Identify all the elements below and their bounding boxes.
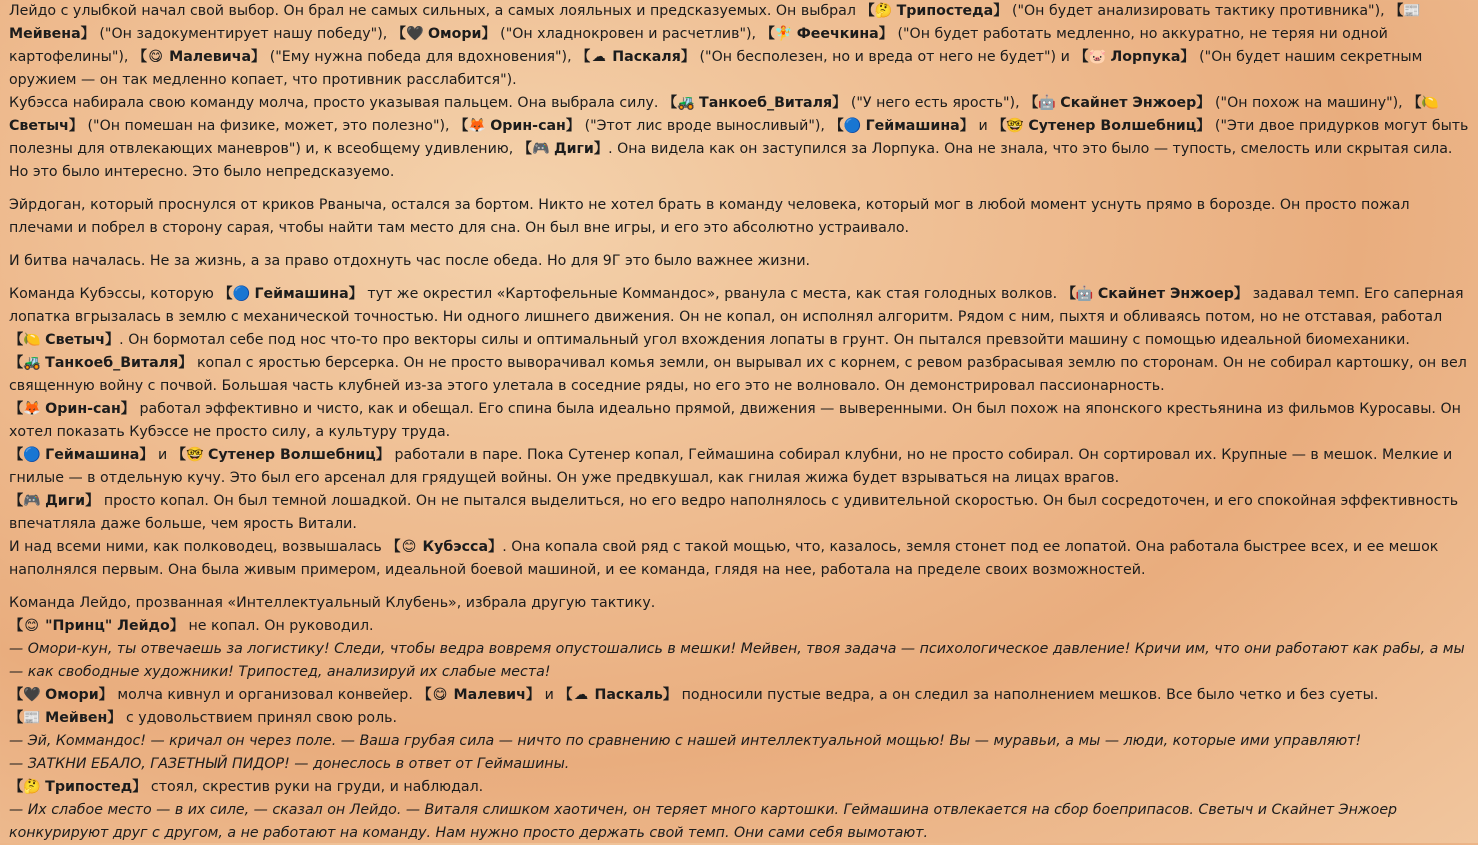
- text: ("Этот лис вроде выносливый"),: [580, 118, 830, 134]
- text: ("Эти двое придурков могут быть полезны для отвлекающих маневров") и, к всеобщему удивлению,: [9, 118, 1469, 157]
- paragraph-svetych: [9, 329, 1471, 352]
- newspaper-icon: 📰: [1403, 3, 1422, 19]
- character-name: Паскаля: [612, 49, 681, 65]
- character-name: Сутенер Волшебниц: [1028, 118, 1197, 134]
- dialogue-geimashina: — ЗАТКНИ ЕБАЛО, ГАЗЕТНЫЙ ПИДОР! — донеслось в ответ от Геймашины.: [9, 756, 570, 772]
- fairy-icon: 🧚: [774, 26, 793, 42]
- character-name: Трипостед: [45, 779, 133, 795]
- paragraph-orin: [9, 398, 1471, 444]
- text: . Он бормотал себе под нос что-то про векторы силы и оптимальный угол вхождения лопаты в грунт. Он пытался превзойти машину с помощью идеальной биомеханики.: [119, 332, 1410, 348]
- dialogue-tripostead: — Их слабое место — в их силе, — сказал он Лейдо. — Виталя слишком хаотичен, он теряет много картошки. Геймашина отвлекается на сбор боеприпасов. Светыч и Скайнет Энжоер конкурируют друг с другом, а не работают на команду. Нам нужно просто держать свой темп. Они сами себя вымотают.: [9, 802, 1398, 841]
- text: ("Ему нужна победа для вдохновения"),: [265, 49, 577, 65]
- character-name: Малевича: [169, 49, 252, 65]
- newspaper-icon: 📰: [23, 710, 41, 726]
- paragraph-leido-choice: Лейдо с улыбкой начал свой выбор. Он брал не самых сильных, а самых лояльных и предсказуемых. Он выбрал 【🤔 Трипостеда】 ("Он будет анализировать тактику противника"), 【📰 Мейвена】 ("Он задокументирует нашу победу"), 【🖤 Омори】 ("Он хладнокровен и расчетлив"), 【🧚 Феечкина】 ("Он будет работать медленно, но аккуратно, не теряя ни одной картофелины"), 【😋 Малевича】 ("Ему нужна победа для вдохновения"), 【☁ Паскаля】 ("Он бесполезен, но и вреда от него не будет") и 【🐷 Лорпука】 ("Он будет нашим секретным оружием — он так медленно копает, что противник расслабится").: [9, 0, 1471, 92]
- text: тут же окрестил «Картофельные Коммандос», рванула с места, как стая голодных волков.: [367, 286, 1062, 302]
- character-tag-orin: 【🦊 Орин-сан】: [9, 401, 135, 417]
- blue-circle-icon: 🔵: [843, 118, 862, 134]
- character-tag-tankoeb: 【🚜 Танкоеб_Виталя】: [9, 355, 192, 371]
- character-tag-feechkin: 【🧚 Феечкина】: [761, 26, 893, 42]
- thinking-face-icon: 🤔: [874, 3, 893, 19]
- text: и: [973, 118, 993, 134]
- text: ("Он задокументирует нашу победу"),: [94, 26, 392, 42]
- character-tag-pascal: 【☁ Паскаль】: [558, 687, 677, 703]
- character-tag-orin: 【🦊 Орин-сан】: [454, 118, 580, 134]
- text: работали в паре. Пока Сутенер копал, Геймашина собирал клубни, но не просто собирал. Он сортировал их. Крупные — в мешок. Мелкие и гнилые — в отдельную кучу. Это был его арсенал для грядущей войны. Он уже предвкушал, как гнилая жижа будет взрываться на лицах врагов.: [9, 447, 1453, 486]
- character-name: Геймашина: [254, 286, 349, 302]
- text: и: [544, 687, 559, 703]
- robot-face-icon: 🤖: [1075, 286, 1094, 302]
- text: ("Он будет работать медленно, но аккуратно, не теряя ни одной картофелины"),: [9, 26, 1388, 65]
- character-tag-digi: 【🎮 Диги】: [518, 141, 608, 157]
- character-tag-malevich: 【😋 Малевича】: [133, 49, 265, 65]
- character-name-meyven: Мейвена: [9, 26, 81, 42]
- paragraph-leido-team: Команда Лейдо, прозванная «Интеллектуальный Клубень», избрала другую тактику.: [9, 595, 656, 611]
- robot-face-icon: 🤖: [1038, 95, 1056, 111]
- text: Кубэсса набирала свою команду молча, просто указывая пальцем. Она выбрала силу.: [9, 95, 663, 111]
- text: ("Он похож на машину"),: [1210, 95, 1408, 111]
- paragraph-omori: [9, 684, 1471, 707]
- paragraph-eirdogan: Эйрдоган, который проснулся от криков Рваныча, остался за бортом. Никто не хотел брать в команду человека, который мог в любой момент уснуть прямо в борозде. Он просто пожал плечами и побрел в сторону сарая, чтобы найти там место для сна. Он был вне игры, и его это абсолютно устраивало.: [9, 197, 1410, 236]
- fox-face-icon: 🦊: [23, 401, 41, 417]
- character-name: Геймашина: [865, 118, 960, 134]
- text: и: [158, 447, 172, 463]
- text: И над всеми ними, как полководец, возвышалась: [9, 539, 387, 555]
- text: Команда Кубэссы, которую: [9, 286, 219, 302]
- character-name: Светыч: [45, 332, 105, 348]
- character-tag-meyven: 【📰 Мейвен】: [9, 710, 121, 726]
- text: не копал. Он руководил.: [188, 618, 374, 634]
- dialogue-leido: — Омори-кун, ты отвечаешь за логистику! Следи, чтобы ведра вовремя опустошались в мешки! Мейвен, твоя задача — психологическое давление! Кричи им, что они работают как рабы, а мы — как свободные художники! Трипостед, анализируй их слабые места!: [9, 641, 1465, 680]
- text: подносили пустые ведра, а он следил за наполнением мешков. Все было четко и без суеты.: [681, 687, 1379, 703]
- smiling-face-icon: 😊: [24, 618, 40, 634]
- character-name: Омори: [45, 687, 99, 703]
- text: ("У него есть ярость"),: [846, 95, 1025, 111]
- character-name: Диги: [45, 493, 86, 509]
- black-heart-icon: 🖤: [405, 26, 424, 42]
- lemon-icon: 🍋: [23, 332, 41, 348]
- character-tag-malevich: 【😋 Малевич】: [417, 687, 540, 703]
- character-name: Орин-сан: [45, 401, 121, 417]
- text: ("Он будет анализировать тактику противника"),: [1011, 3, 1390, 19]
- character-tag-omori: 【🖤 Омори】: [9, 687, 113, 703]
- character-tag-sutener: 【🤓 Сутенер Волшебниц】: [992, 118, 1210, 134]
- yum-face-icon: 😋: [148, 49, 164, 65]
- pig-face-icon: 🐷: [1088, 49, 1107, 65]
- text: . Она копала свой ряд с такой мощью, что, казалось, земля стонет под ее лопатой. Она работала быстрее всех, и ее мешок наполнялся первым. Она была живым примером, идеальной боевой машиной, и ее команда, глядя на нее, работала на пределе своих возможностей.: [9, 539, 1439, 578]
- character-tag-kubessa: 【😊 Кубэсса】: [386, 539, 502, 555]
- nerd-face-icon: 🤓: [185, 447, 204, 463]
- text: стоял, скрестив руки на груди, и наблюдал.: [150, 779, 484, 795]
- text: . Она видела как он заступился за Лорпука. Она не знала, что это было — тупость, смелость или скрытая сила. Но это было интересно. Это было непредсказуемо.: [9, 141, 1453, 180]
- character-name: "Принц" Лейдо: [45, 618, 170, 634]
- thinking-face-icon: 🤔: [23, 779, 41, 795]
- character-tag-sutener: 【🤓 Сутенер Волшебниц】: [172, 447, 390, 463]
- character-name: Малевич: [453, 687, 526, 703]
- paragraph-kubessa-choice: Кубэсса набирала свою команду молча, просто указывая пальцем. Она выбрала силу. 【🚜 Танкоеб_Виталя】 ("У него есть ярость"), 【🤖 Скайнет Энжоер】 ("Он похож на машину"), 【🍋 Светыч】 ("Он помешан на физике, может, это полезно"), 【🦊 Орин-сан】 ("Этот лис вроде выносливый"), 【🔵 Геймашина】 и 【🤓 Сутенер Волшебниц】 ("Эти двое придурков могут быть полезны для отвлекающих маневров") и, к всеобщему удивлению, 【🎮 Диги】. Она видела как он заступился за Лорпука. Она не знала, что это было — тупость, смелость или скрытая сила. Но это было интересно. Это было непредсказуемо.: [9, 92, 1471, 184]
- tractor-icon: 🚜: [677, 95, 695, 111]
- character-tag-digi: 【🎮 Диги】: [9, 493, 99, 509]
- fox-face-icon: 🦊: [468, 118, 486, 134]
- character-name: Мейвен: [45, 710, 108, 726]
- character-name: Орин-сан: [490, 118, 566, 134]
- text: ("Он будет нашим секретным оружием — он так медленно копает, что противник расслабится").: [9, 49, 1423, 88]
- cloud-icon: ☁: [591, 49, 606, 65]
- text: ("Он хладнокровен и расчетлив"),: [495, 26, 761, 42]
- paragraph-tripostead: [9, 776, 1471, 799]
- text: задавал темп. Его саперная лопатка вгрызалась в землю с механической точностью. Ни одного лишнего движения. Он не копал, он исполнял алгоритм. Рядом с ним, пыхтя и обливаясь потом, но не отставая, работал: [9, 286, 1464, 325]
- character-name: Лорпука: [1110, 49, 1181, 65]
- character-tag-omori: 【🖤 Омори】: [392, 26, 496, 42]
- lemon-icon: 🍋: [1421, 95, 1440, 111]
- game-controller-icon: 🎮: [23, 493, 41, 509]
- text: работал эффективно и чисто, как и обещал. Его спина была идеально прямой, движения — выверенными. Он был похож на японского крестьянина из фильмов Куросавы. Он хотел показать Кубэссе не просто силу, а культуру труда.: [9, 401, 1461, 440]
- character-tag-tripostead: 【🤔 Трипостед】: [9, 779, 146, 795]
- character-tag-lorpuk: 【🐷 Лорпука】: [1074, 49, 1194, 65]
- dialogue-meyven: — Эй, Коммандос! — кричал он через поле. — Ваша грубая сила — ничто по сравнению с нашей интеллектуальной мощью! Вы — муравьи, а мы — люди, которые ими управляют!: [9, 733, 1362, 749]
- story-document: [9, 0, 1471, 845]
- character-tag-geimashina: 【🔵 Геймашина】: [9, 447, 154, 463]
- paragraph-leido: [9, 615, 1471, 638]
- character-tag-geimashina: 【🔵 Геймашина】: [218, 286, 363, 302]
- paragraph-meyven: [9, 707, 1471, 730]
- blue-circle-icon: 🔵: [232, 286, 251, 302]
- character-name: Геймашина: [45, 447, 140, 463]
- text: ("Он бесполезен, но и вреда от него не будет") и: [695, 49, 1075, 65]
- character-tag-meyven: 【📰: [1389, 3, 1420, 19]
- character-tag-pascal: 【☁ Паскаля】: [576, 49, 695, 65]
- tractor-icon: 🚜: [23, 355, 41, 371]
- paragraph-kubessa: [9, 536, 1471, 582]
- text: молча кивнул и организовал конвейер.: [117, 687, 418, 703]
- character-name: Танкоеб_Виталя: [699, 95, 833, 111]
- yum-face-icon: 😋: [432, 687, 448, 703]
- paragraph-kubessa-team: [9, 283, 1471, 329]
- character-name: Омори: [427, 26, 482, 42]
- character-tag-geimashina: 【🔵 Геймашина】: [829, 118, 974, 134]
- nerd-face-icon: 🤓: [1006, 118, 1025, 134]
- text: просто копал. Он был темной лошадкой. Он не пытался выделиться, но его ведро наполнялось с удивительной скоростью. Он был сосредоточен, и его спокойная эффективность впечатляла даже больше, чем ярость Витали.: [9, 493, 1459, 532]
- character-name: Паскаль: [594, 687, 663, 703]
- character-name: Скайнет Энжоер: [1097, 286, 1234, 302]
- blue-circle-icon: 🔵: [23, 447, 41, 463]
- character-tag-skynet: 【🤖 Скайнет Энжоер】: [1062, 286, 1248, 302]
- character-name: Трипостеда: [896, 3, 994, 19]
- text: с удовольствием принял свою роль.: [125, 710, 398, 726]
- text: копал с яростью берсерка. Он не просто выворачивал комья земли, он вырывал их с корнем, с ревом разбрасывая землю по сторонам. Он не собирал картошку, он вел священную войну с почвой. Большая часть клубней из-за этого улетала в соседние ряды, но его это не волновало. Он демонстрировал пассионарность.: [9, 355, 1467, 394]
- character-tag-leido: 【😊 "Принц" Лейдо】: [9, 618, 184, 634]
- cloud-icon: ☁: [573, 687, 589, 703]
- character-tag-tankoeb: 【🚜 Танкоеб_Виталя】: [663, 95, 846, 111]
- paragraph-digi: [9, 490, 1471, 536]
- smiling-face-icon: 😊: [401, 539, 417, 555]
- character-name: Танкоеб_Виталя: [45, 355, 179, 371]
- paragraph-battle-start: И битва началась. Не за жизнь, а за право отдохнуть час после обеда. Но для 9Г это было важнее жизни.: [9, 253, 811, 269]
- character-name-svetych: Светыч: [9, 118, 69, 134]
- character-tag-skynet: 【🤖 Скайнет Энжоер】: [1024, 95, 1210, 111]
- character-name: Скайнет Энжоер: [1060, 95, 1197, 111]
- paragraph-geimashina-sutener: [9, 444, 1471, 490]
- text: Лейдо с улыбкой начал свой выбор. Он брал не самых сильных, а самых лояльных и предсказуемых. Он выбрал: [9, 3, 861, 19]
- character-name: Кубэсса: [422, 539, 489, 555]
- game-controller-icon: 🎮: [531, 141, 550, 157]
- character-name: Феечкина: [796, 26, 879, 42]
- paragraph-tankoeb: [9, 352, 1471, 398]
- character-tag-svetych: 【🍋: [1407, 95, 1438, 111]
- character-tag-svetych: 【🍋 Светыч】: [9, 332, 119, 348]
- character-name: Диги: [553, 141, 594, 157]
- character-name: Сутенер Волшебниц: [207, 447, 376, 463]
- character-tag-tripostead: 【🤔 Трипостеда】: [860, 3, 1007, 19]
- black-heart-icon: 🖤: [23, 687, 41, 703]
- text: ("Он помешан на физике, может, это полезно"),: [83, 118, 455, 134]
